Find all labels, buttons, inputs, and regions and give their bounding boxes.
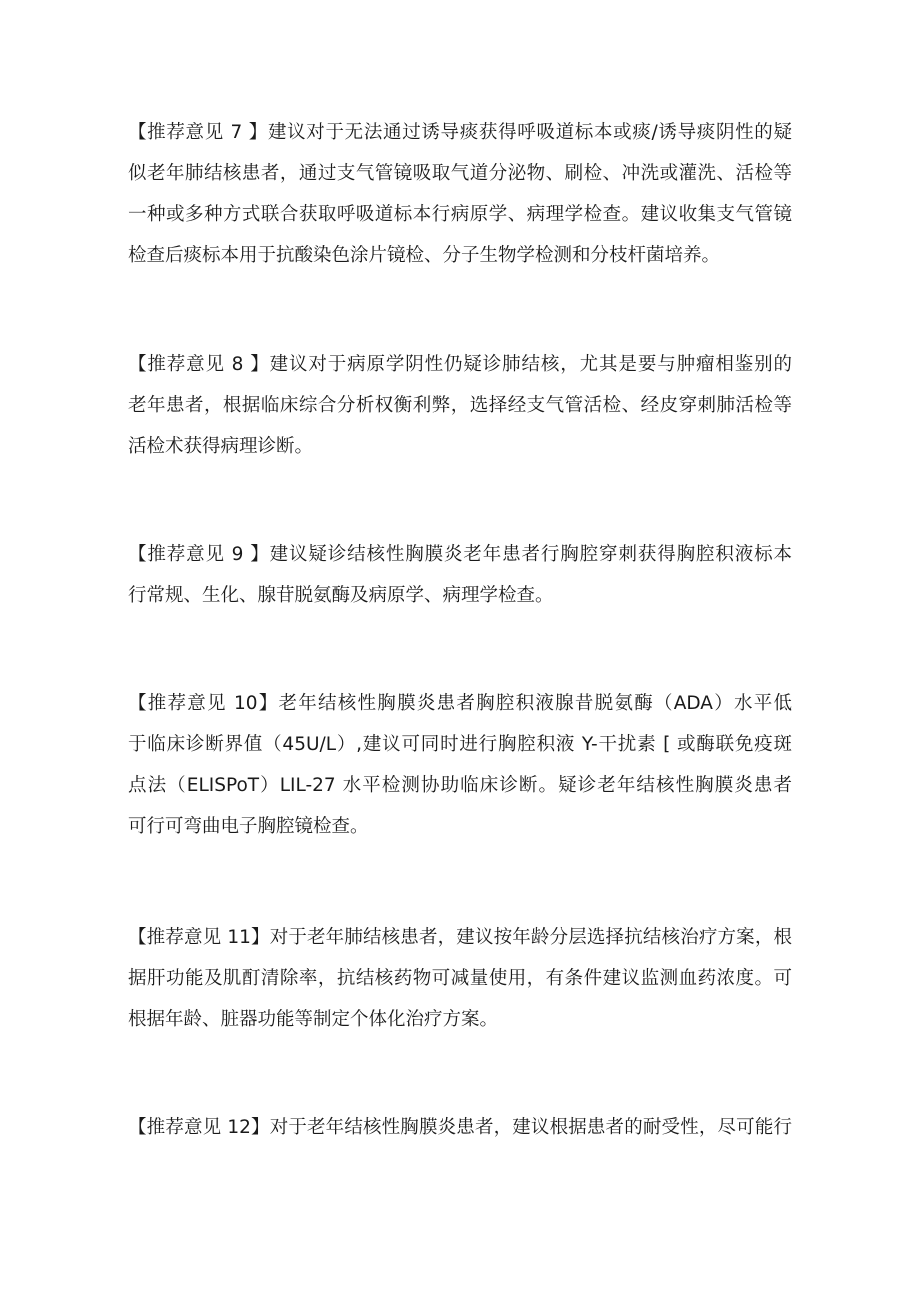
recommendation-12 [128, 1107, 792, 1148]
recommendation-8 [128, 344, 792, 467]
recommendation-11 [128, 917, 792, 1040]
text-line: 可行可弯曲电子胸腔镜检查。 [128, 816, 369, 837]
text-line: 行常规、生化、腺苷脱氨酶及病原学、病理学检查。 [128, 585, 554, 606]
text-line: 活检术获得病理诊断。 [128, 436, 314, 457]
text-line: 于临床诊断界值（45U/L）,建议可同时进行胸腔积液 Y-干扰素 [ 或酶联免疫斑 [128, 734, 792, 755]
text-line: 【推荐意见 10】老年结核性胸膜炎患者胸腔积液腺昔脱氨酶（ADA）水平低 [128, 693, 792, 714]
text-line: 一种或多种方式联合获取呼吸道标本行病原学、病理学检查。建议收集支气管镜 [128, 204, 792, 225]
recommendation-10 [128, 683, 792, 847]
text-line: 根据年龄、脏器功能等制定个体化治疗方案。 [128, 1009, 499, 1030]
text-line: 似老年肺结核患者，通过支气管镜吸取气道分泌物、刷检、冲洗或灌洗、活检等 [128, 163, 792, 184]
text-line: 检查后痰标本用于抗酸染色涂片镜检、分子生物学检测和分枝杆菌培养。 [128, 245, 721, 266]
recommendation-9 [128, 534, 792, 616]
text-line: 【推荐意见 8 】建议对于病原学阴性仍疑诊肺结核，尤其是要与肿瘤相鉴别的 [128, 354, 792, 375]
text-line: 【推荐意见 7 】建议对于无法通过诱导痰获得呼吸道标本或痰/诱导痰阴性的疑 [128, 122, 792, 143]
text-line: 【推荐意见 9 】建议疑诊结核性胸膜炎老年患者行胸腔穿刺获得胸腔积液标本 [128, 544, 792, 565]
text-line: 【推荐意见 11】对于老年肺结核患者，建议按年龄分层选择抗结核治疗方案，根 [128, 927, 792, 948]
text-line: 点法（ELISPoT）LIL-27 水平检测协助临床诊断。疑诊老年结核性胸膜炎患者 [128, 775, 792, 796]
document-page [128, 112, 792, 1148]
text-line: 据肝功能及肌酊清除率，抗结核药物可减量使用，有条件建议监测血药浓度。可 [128, 968, 792, 989]
text-line: 老年患者，根据临床综合分析权衡利弊，选择经支气管活检、经皮穿刺肺活检等 [128, 395, 792, 416]
recommendation-7 [128, 112, 792, 276]
text-line: 【推荐意见 12】对于老年结核性胸膜炎患者，建议根据患者的耐受性，尽可能行 [128, 1117, 792, 1138]
